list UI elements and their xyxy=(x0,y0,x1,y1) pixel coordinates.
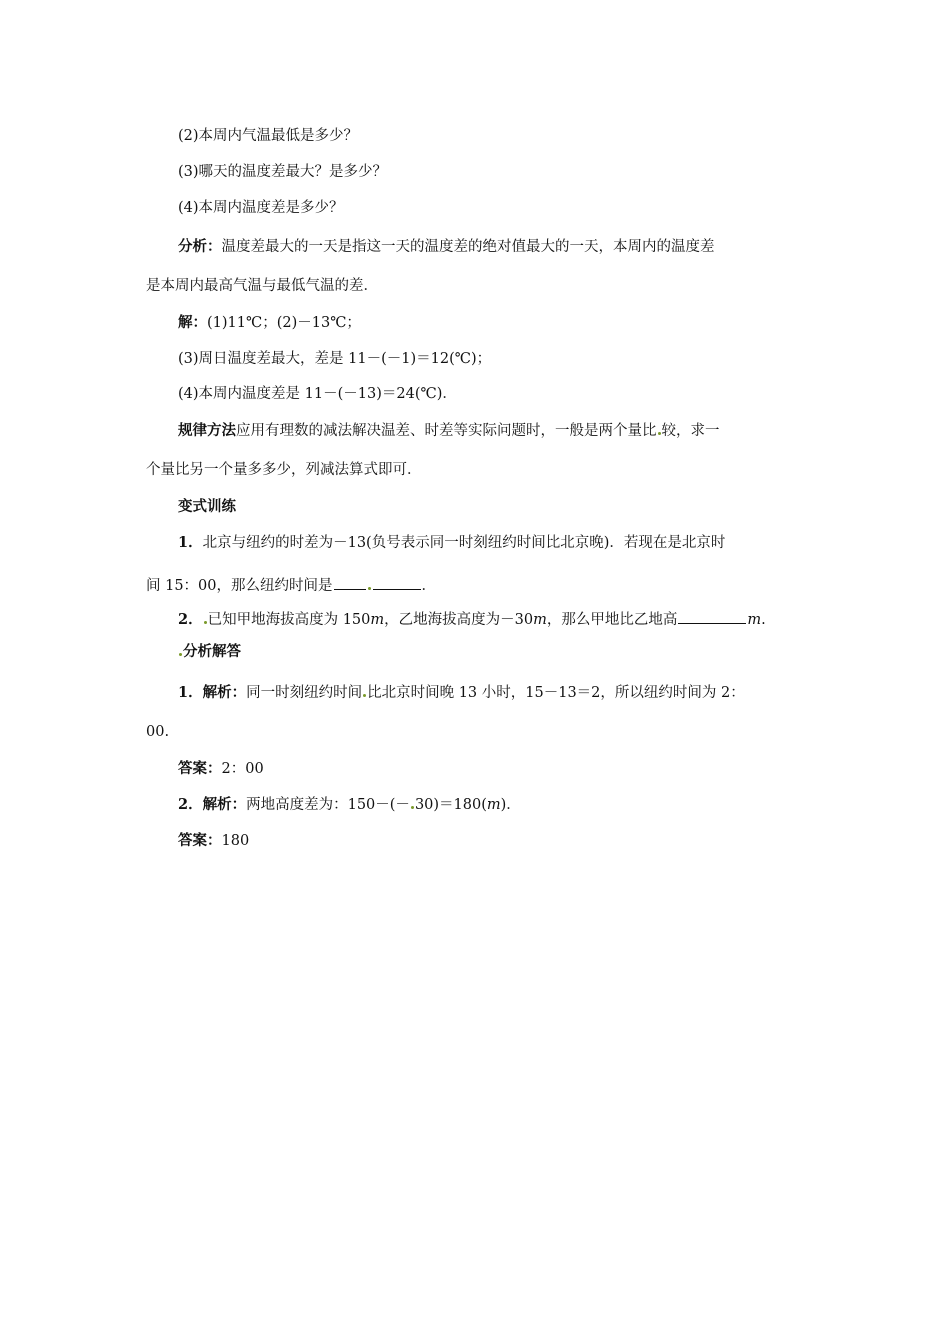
answer-1-label: 解析： xyxy=(202,684,247,701)
question-3 xyxy=(178,162,387,182)
answer-2-text: 30)＝180( xyxy=(414,797,487,813)
solution-line-1 xyxy=(178,313,361,333)
unit-m: m xyxy=(747,612,762,628)
answer-1-text-continued: 00. xyxy=(146,724,170,740)
analysis-label: 分析： xyxy=(178,238,222,255)
unit-m: m xyxy=(486,797,501,813)
solution-text: (1)11℃；(2)－13℃； xyxy=(207,315,361,331)
answer-2-line xyxy=(178,795,521,815)
answer-1-line-2 xyxy=(146,722,169,742)
green-dot-mark xyxy=(368,587,371,590)
final-answer-2-label: 答案： xyxy=(178,832,222,849)
question-4-text: (4)本周内温度差是多少？ xyxy=(178,200,344,216)
method-text-continued: 个量比另一个量多多少，列减法算式即可． xyxy=(146,462,422,478)
green-dot-mark xyxy=(179,653,182,656)
question-2 xyxy=(178,126,358,146)
answer-2-label: 解析： xyxy=(202,796,247,813)
answer-2-text: 两地高度差为：150－(－ xyxy=(246,797,410,813)
analysis-text: 温度差最大的一天是指这一天的温度差的绝对值最大的一天，本周内的温度差 xyxy=(221,239,715,255)
method-text-tail: 较，求一 xyxy=(661,423,720,439)
green-dot-mark xyxy=(363,694,366,697)
unit-m: m xyxy=(370,612,385,628)
exercise-1-line-1 xyxy=(178,533,725,553)
final-answer-2-value: 180 xyxy=(221,833,250,849)
method-line-2 xyxy=(146,460,422,480)
answer-2-number: 2． xyxy=(178,796,203,813)
exercise-1-number: 1． xyxy=(178,534,203,551)
unit-m: m xyxy=(533,612,547,628)
solution-label: 解： xyxy=(178,314,207,331)
answer-1-number: 1． xyxy=(178,684,203,701)
solution-4-text: (4)本周内温度差是 11－(－13)＝24(℃)． xyxy=(178,386,457,402)
exercise-1-text-continued: 间 15：00，那么纽约时间是 xyxy=(146,578,333,594)
exercise-2-period: . xyxy=(761,612,766,628)
variant-title-text: 变式训练 xyxy=(178,498,236,515)
analysis-line-2 xyxy=(146,276,378,296)
question-2-text: (2)本周内气温最低是多少？ xyxy=(178,128,359,144)
method-line-1 xyxy=(178,421,720,441)
answers-title-text: 分析解答 xyxy=(183,643,241,660)
final-answer-1-label: 答案： xyxy=(178,760,222,777)
final-answer-1-value: 2：00 xyxy=(221,761,264,777)
exercise-2-text: 已知甲地海拔高度为 150 xyxy=(207,612,371,628)
solution-3-text: (3)周日温度差最大，差是 11－(－1)＝12(℃)； xyxy=(178,351,492,367)
exercise-1-line-2 xyxy=(146,575,436,596)
method-text: 应用有理数的减法解决温差、时差等实际问题时，一般是两个量比 xyxy=(236,423,657,439)
answer-blank[interactable] xyxy=(334,575,366,590)
question-4 xyxy=(178,198,344,218)
answer-1-text: 比北京时间晚 13 小时，15－13＝2，所以纽约时间为 2： xyxy=(367,685,745,701)
method-label: 规律方法 xyxy=(178,422,236,439)
answer-blank[interactable] xyxy=(678,609,746,624)
solution-line-3 xyxy=(178,349,491,369)
question-3-text: (3)哪天的温度差最大？是多少？ xyxy=(178,164,388,180)
answer-1-final xyxy=(178,759,264,779)
analysis-line-1 xyxy=(178,237,715,257)
green-dot-mark xyxy=(411,806,414,809)
green-dot-mark xyxy=(658,432,661,435)
answer-2-final xyxy=(178,831,249,851)
answers-title xyxy=(178,642,241,662)
analysis-text-continued: 是本周内最高气温与最低气温的差． xyxy=(146,278,378,294)
solution-line-4 xyxy=(178,384,457,404)
exercise-2-line xyxy=(178,609,766,630)
variant-title xyxy=(178,497,236,517)
answer-blank[interactable] xyxy=(373,575,421,590)
green-dot-mark xyxy=(204,621,207,624)
answer-1-text: 同一时刻纽约时间 xyxy=(246,685,363,701)
exercise-2-text: ，乙地海拔高度为－30 xyxy=(384,612,534,628)
exercise-2-number: 2． xyxy=(178,611,203,628)
exercise-2-text: ，那么甲地比乙地高 xyxy=(546,612,678,628)
exercise-1-period: ． xyxy=(421,578,437,594)
answer-1-line-1 xyxy=(178,683,745,703)
exercise-1-text: 北京与纽约的时差为－13(负号表示同一时刻纽约时间比北京晚)．若现在是北京时 xyxy=(202,535,726,551)
answer-2-text: )． xyxy=(500,797,521,813)
